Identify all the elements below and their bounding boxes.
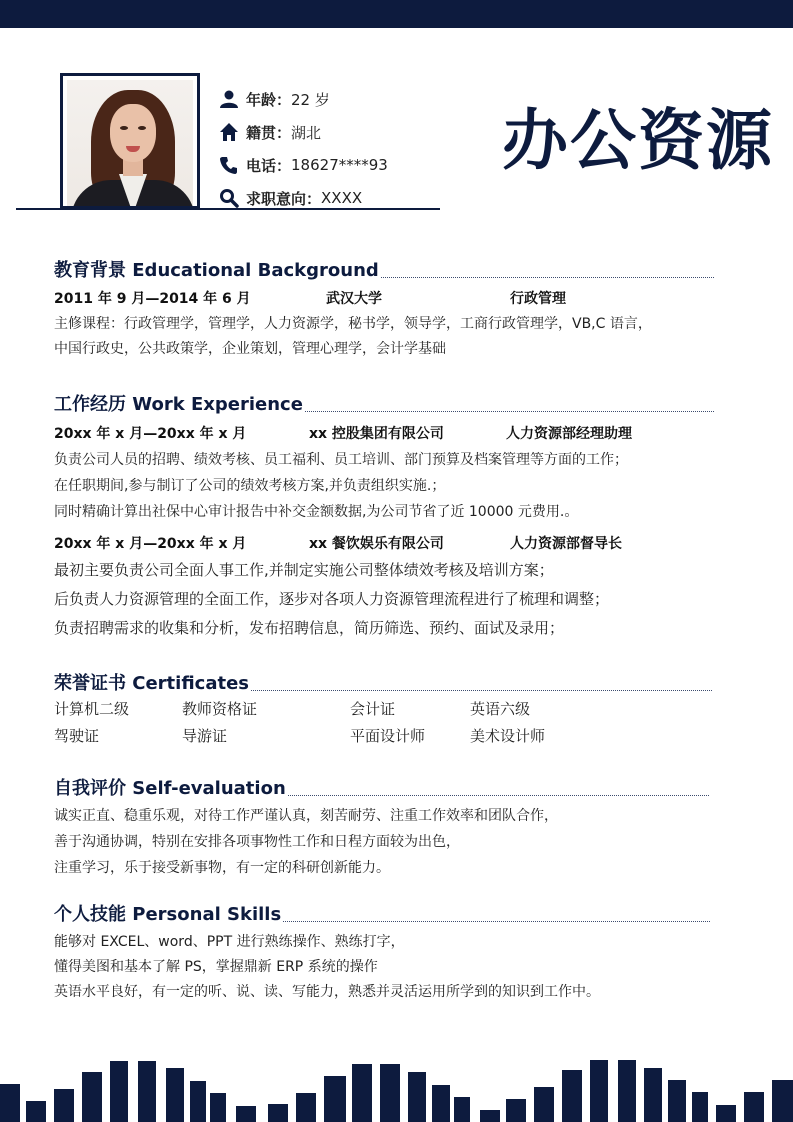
info-value: XXXX [321,189,363,207]
job-detail-line: 负责招聘需求的收集和分析，发布招聘信息，简历筛选、预约、面试及录用； [54,619,565,637]
info-phone [218,153,388,177]
person-icon [218,88,240,110]
decor-bar [82,1072,102,1122]
section-divider [283,921,710,922]
decor-bar [138,1061,156,1122]
certificate-item: 驾驶证 [54,727,100,745]
education-major: 行政管理 [510,291,566,307]
skills-line: 懂得美图和基本了解 PS，掌握鼎新 ERP 系统的操作 [54,959,378,975]
decor-bar [618,1060,636,1122]
decor-bar [166,1068,184,1122]
certificate-item: 平面设计师 [350,727,426,745]
decor-bar [110,1061,128,1122]
decor-bar [562,1070,582,1122]
info-value: 22 岁 [291,90,330,109]
section-work-header [54,390,714,416]
job-company: xx 控股集团有限公司 [309,426,444,442]
skills-line: 能够对 EXCEL、word、PPT 进行熟练操作、熟练打字， [54,934,405,950]
info-hometown [218,120,321,144]
section-title: 个人技能 Personal Skills [54,904,282,925]
section-title: 工作经历 Work Experience [54,394,303,415]
home-icon [218,121,240,143]
section-education-header [54,256,714,282]
info-label: 电话： [246,156,292,175]
info-label: 年龄： [246,90,292,109]
decor-bar [268,1104,288,1122]
decor-bar [380,1064,400,1122]
job-period: 20xx 年 x 月—20xx 年 x 月 [54,536,247,552]
brand-title: 办公资源 [502,102,774,179]
decor-bar [590,1060,608,1122]
section-divider [381,277,714,278]
job-detail-line: 同时精确计算出社保中心审计报告中补交金额数据,为公司节省了近 10000 元费用.。 [54,504,579,520]
info-label: 求职意向： [246,189,322,208]
job-detail-line: 负责公司人员的招聘、绩效考核、员工福利、员工培训、部门预算及档案管理等方面的工作； [54,452,628,468]
decor-bar [324,1076,346,1122]
info-value: 湖北 [291,123,322,142]
certificate-item: 导游证 [182,727,228,745]
decor-bar [716,1105,736,1122]
education-school: 武汉大学 [326,291,382,307]
info-label: 籍贯： [246,123,292,142]
section-self-evaluation-header [54,774,709,800]
section-divider [305,411,714,412]
certificate-item: 教师资格证 [182,700,258,718]
decor-bar [744,1092,764,1122]
decor-bar [692,1092,708,1122]
certificate-item: 美术设计师 [470,727,546,745]
decor-bar [296,1093,316,1122]
decor-bar [408,1072,426,1122]
info-objective [218,186,362,210]
certificate-item: 英语六级 [470,700,531,718]
decor-bar [506,1099,526,1122]
decor-bar [190,1081,206,1122]
phone-icon [218,154,240,176]
job-company: xx 餐饮娱乐有限公司 [309,536,444,552]
section-title: 教育背景 Educational Background [54,260,379,281]
decor-bar [352,1064,372,1122]
decor-bar [432,1085,450,1122]
job-detail-line: 在任职期间,参与制订了公司的绩效考核方案,并负责组织实施.； [54,478,446,494]
self-evaluation-line: 注重学习，乐于接受新事物，有一定的科研创新能力。 [54,860,390,876]
decor-bar [480,1110,500,1122]
job-detail-line: 后负责人力资源管理的全面工作，逐步对各项人力资源管理流程进行了梳理和调整； [54,590,610,608]
education-line: 主修课程：行政管理学，管理学，人力资源学，秘书学，领导学，工商行政管理学，VB,C 语言， [54,316,652,332]
section-title: 自我评价 Self-evaluation [54,778,286,799]
decor-bar [210,1093,226,1122]
section-divider [288,795,709,796]
section-title: 荣誉证书 Certificates [54,673,250,694]
decor-bar [54,1089,74,1122]
decor-bar [454,1097,470,1122]
decor-bar [236,1106,256,1122]
certificate-item: 计算机二级 [54,700,130,718]
self-evaluation-line: 善于沟通协调，特别在安排各项事物性工作和日程方面较为出色， [54,834,460,850]
info-age [218,87,330,111]
decor-bar [0,1084,20,1122]
search-icon [218,187,240,209]
section-skills-header [54,900,710,926]
info-value: 18627****93 [291,156,388,174]
decorative-bars [0,1052,793,1122]
self-evaluation-line: 诚实正直、稳重乐观，对待工作严谨认真，刻苦耐劳、注重工作效率和团队合作， [54,808,558,824]
decor-bar [772,1080,793,1122]
education-period: 2011 年 9 月—2014 年 6 月 [54,291,251,307]
decor-bar [26,1101,46,1122]
skills-line: 英语水平良好，有一定的听、说、读、写能力，熟悉并灵活运用所学到的知识到工作中。 [54,984,600,1000]
decor-bar [534,1087,554,1122]
job-position: 人力资源部督导长 [510,536,622,552]
section-certificates-header [54,669,712,695]
job-period: 20xx 年 x 月—20xx 年 x 月 [54,426,247,442]
education-line: 中国行政史，公共政策学，企业策划，管理心理学，会计学基础 [54,341,446,357]
certificate-item: 会计证 [350,700,396,718]
job-position: 人力资源部经理助理 [506,426,632,442]
decor-bar [644,1068,662,1122]
job-detail-line: 最初主要负责公司全面人事工作,并制定实施公司整体绩效考核及培训方案； [54,561,554,579]
decor-bar [668,1080,686,1122]
top-banner [0,0,793,28]
profile-photo [60,73,200,209]
portrait-image [67,80,193,206]
section-divider [251,690,712,691]
